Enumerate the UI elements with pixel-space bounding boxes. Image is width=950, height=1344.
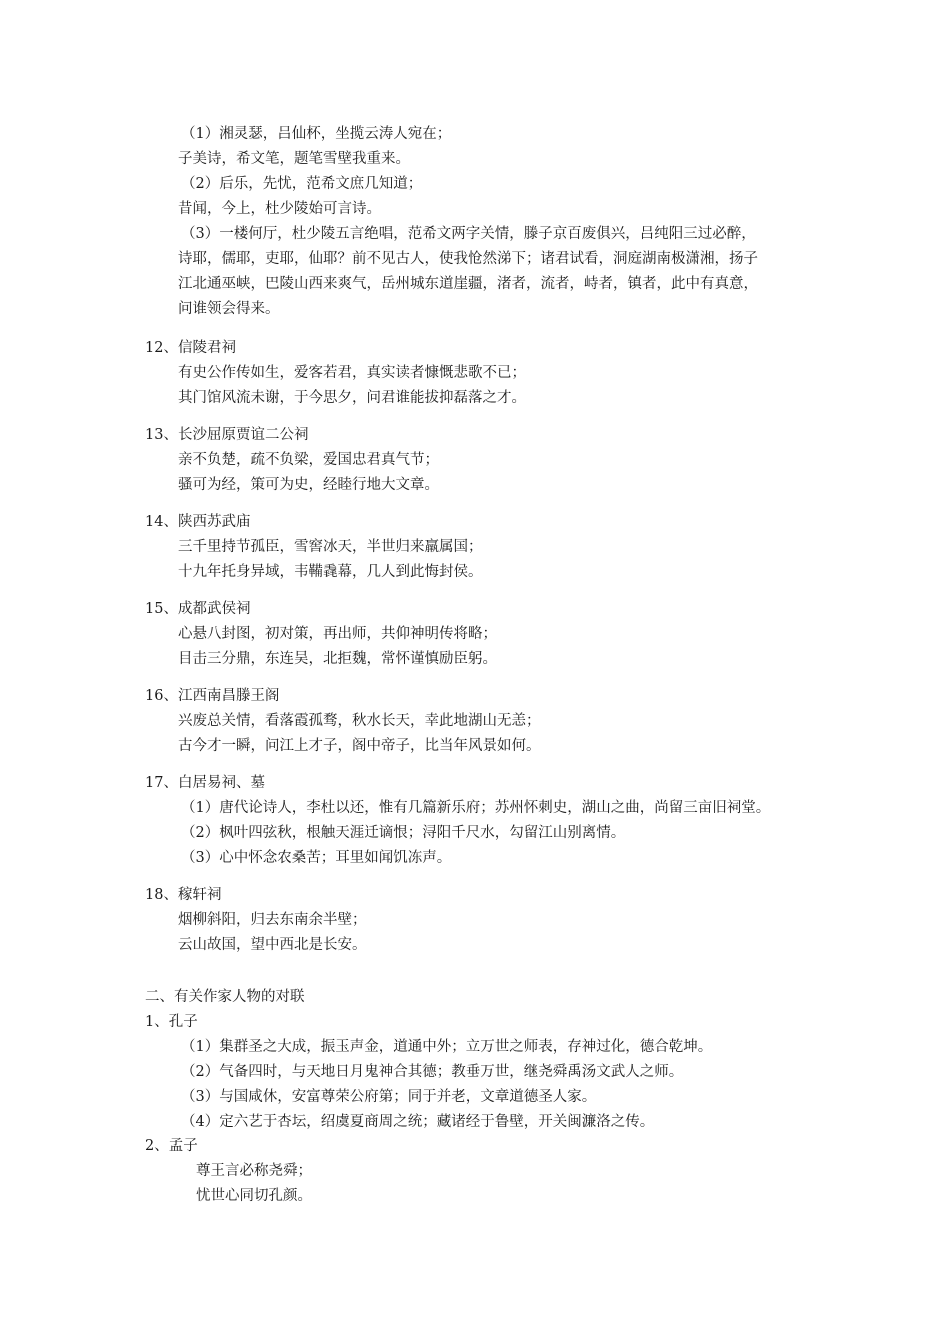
- couplet-line: 忧世心同切孔颜。: [196, 1188, 312, 1204]
- couplet-line: 有史公作传如生，爱客若君，真实读者慷慨悲歌不已；: [178, 365, 526, 381]
- section-heading: 18、稼轩祠: [145, 887, 222, 903]
- couplet-line: （3）与国咸休，安富尊荣公府第；同于并老，文章道德圣人家。: [181, 1089, 597, 1105]
- section-heading: 15、成都武侯祠: [145, 601, 251, 617]
- couplet-line: 心悬八封图，初对策，再出师，共仰神明传将略；: [178, 626, 497, 642]
- section-heading: 13、长沙屈原贾谊二公祠: [145, 427, 309, 443]
- couplet-line: 十九年托身异域，韦鞴毳幕，几人到此悔封侯。: [178, 564, 483, 580]
- couplet-line: 三千里持节孤臣，雪窖冰天，半世归来羸属国；: [178, 539, 483, 555]
- section-heading: 14、陕西苏武庙: [145, 514, 251, 530]
- couplet-line: 问谁领会得来。: [178, 301, 280, 317]
- couplet-line: （2）气备四时，与天地日月鬼神合其德；教垂万世，继尧舜禹汤文武人之师。: [181, 1064, 684, 1080]
- couplet-line: 云山故国，望中西北是长安。: [178, 937, 367, 953]
- couplet-line: （1）集群圣之大成，振玉声金，道通中外；立万世之师表，存神过化，德合乾坤。: [181, 1039, 713, 1055]
- couplet-line: 江北通巫峡，巴陵山西来爽气，岳州城东道崖疆，渚者，流者，峙者，镇者，此中有真意，: [178, 276, 758, 292]
- section-heading: 12、信陵君祠: [145, 340, 236, 356]
- couplet-line: （2）后乐，先忧，范希文庶几知道；: [181, 176, 423, 192]
- couplet-line: （3）一楼何厅，杜少陵五言绝唱，范希文两字关情，滕子京百废俱兴，吕纯阳三过必醉，: [181, 226, 756, 242]
- couplet-line: （1）湘灵瑟，吕仙杯，坐揽云涛人宛在；: [181, 126, 452, 142]
- section-heading: 17、白居易祠、墓: [145, 775, 265, 791]
- part-heading: 二、有关作家人物的对联: [145, 989, 305, 1005]
- couplet-line: 烟柳斜阳，归去东南余半壁；: [178, 912, 367, 928]
- couplet-line: 目击三分鼎，东连吴，北拒魏，常怀谨慎励臣躬。: [178, 651, 497, 667]
- couplet-line: （2）枫叶四弦秋，根触天涯迁谪恨；浔阳千尺水，勾留江山别离情。: [181, 825, 626, 841]
- couplet-line: 其门馆风流未谢，于今思夕，问君谁能拔抑磊落之才。: [178, 390, 526, 406]
- couplet-line: 昔闻，今上，杜少陵始可言诗。: [178, 201, 381, 217]
- couplet-line: 骚可为经，策可为史，经睦行地大文章。: [178, 477, 439, 493]
- couplet-line: （4）定六艺于杏坛，绍虞夏商周之统；藏诸经于鲁壁，开关闽濂洛之传。: [181, 1114, 655, 1130]
- couplet-line: （1）唐代论诗人，李杜以还，惟有几篇新乐府；苏州怀刺史，湖山之曲，尚留三亩旧祠堂。: [181, 800, 771, 816]
- couplet-line: 兴废总关情，看落霞孤骛，秋水长天，幸此地湖山无恙；: [178, 713, 541, 729]
- couplet-line: 诗耶，儒耶，吏耶，仙耶？前不见古人，使我怆然涕下；诸君试看，洞庭湖南极潇湘，扬子: [178, 251, 758, 267]
- couplet-line: （3）心中怀念农桑苦；耳里如闻饥冻声。: [181, 850, 452, 866]
- couplet-line: 尊王言必称尧舜；: [196, 1163, 312, 1179]
- couplet-line: 亲不负楚，疏不负梁，爱国忠君真气节；: [178, 452, 439, 468]
- couplet-line: 子美诗，希文笔，题笔雪壁我重来。: [178, 151, 410, 167]
- section-heading: 2、孟子: [145, 1138, 198, 1154]
- section-heading: 1、孔子: [145, 1014, 198, 1030]
- couplet-line: 古今才一瞬，问江上才子，阁中帝子，比当年风景如何。: [178, 738, 541, 754]
- section-heading: 16、江西南昌滕王阁: [145, 688, 280, 704]
